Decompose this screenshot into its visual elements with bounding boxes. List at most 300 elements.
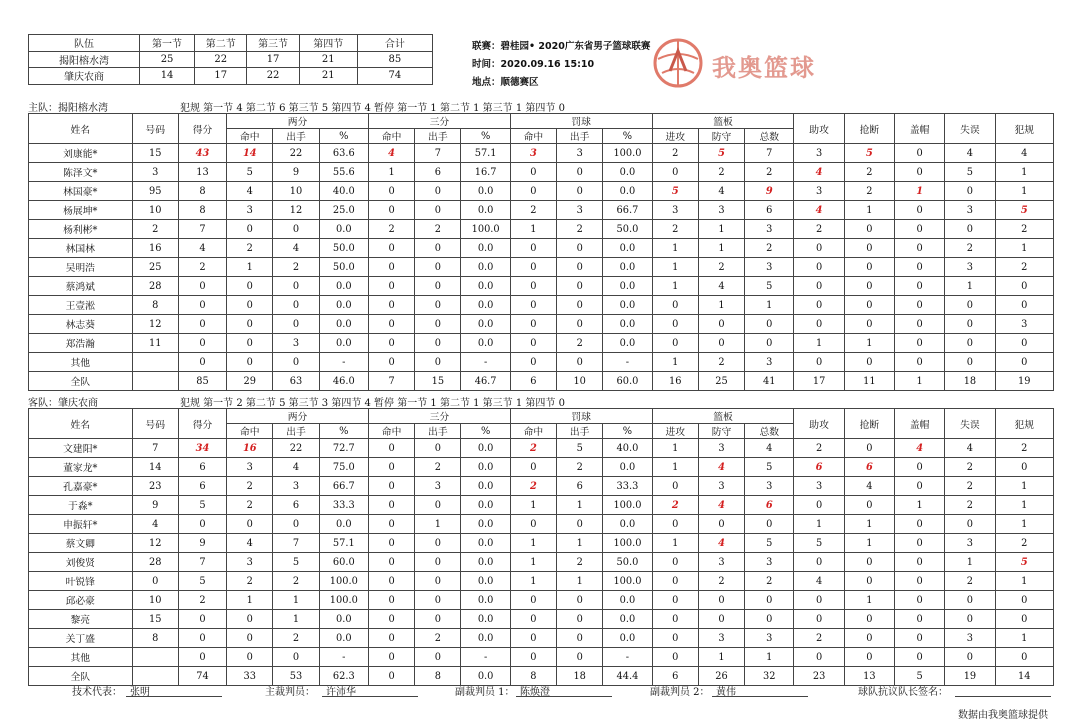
- stat-cell: 1: [745, 648, 794, 667]
- summary-row: [29, 51, 433, 68]
- stat-cell: 4: [178, 239, 226, 258]
- header-ast: 助攻: [794, 409, 844, 439]
- stat-cell: 1: [510, 220, 556, 239]
- summary-row: [29, 68, 433, 85]
- stat-cell: 1: [273, 610, 319, 629]
- stat-cell: [132, 648, 178, 667]
- stat-cell: 0: [945, 610, 995, 629]
- stat-cell: 0: [557, 239, 603, 258]
- stat-cell: 0: [510, 258, 556, 277]
- referee-name: 许沛华: [326, 687, 356, 698]
- stat-cell: 0: [557, 515, 603, 534]
- stat-cell: 0: [652, 296, 698, 315]
- stat-cell: 0: [895, 239, 945, 258]
- stat-cell: 0: [794, 277, 844, 296]
- stat-cell: 33: [227, 667, 273, 686]
- subheader-att: 出手: [273, 129, 319, 144]
- header-points: 得分: [178, 409, 226, 439]
- stat-cell: 0.0: [603, 296, 652, 315]
- stat-cell: 0: [368, 629, 414, 648]
- stat-cell: 9: [273, 163, 319, 182]
- subheader-def: 防守: [698, 129, 744, 144]
- stat-cell: 0: [273, 515, 319, 534]
- stat-cell: 2: [945, 477, 995, 496]
- stat-cell: 10: [557, 372, 603, 391]
- stat-cell: 0: [895, 553, 945, 572]
- stat-cell: 0: [368, 258, 414, 277]
- player-row: [29, 163, 1054, 182]
- stat-cell: 6: [178, 477, 226, 496]
- stat-cell: 0.0: [461, 277, 510, 296]
- stat-cell: 1: [698, 648, 744, 667]
- stat-cell: 5: [273, 553, 319, 572]
- stat-cell: 7: [415, 144, 461, 163]
- stat-cell: 7: [178, 553, 226, 572]
- stat-cell: 0: [698, 591, 744, 610]
- stat-cell: 0: [510, 163, 556, 182]
- stat-cell: 23: [132, 477, 178, 496]
- stat-cell: 13: [844, 667, 894, 686]
- stat-cell: 0.0: [319, 334, 368, 353]
- stat-cell: 1: [794, 515, 844, 534]
- stat-cell: 0.0: [319, 315, 368, 334]
- stat-cell: 0: [415, 353, 461, 372]
- stat-cell: 5: [178, 572, 226, 591]
- referee-line: [322, 696, 418, 697]
- stat-cell: 0: [652, 629, 698, 648]
- stat-cell: 3: [745, 477, 794, 496]
- stat-cell: 0: [698, 515, 744, 534]
- stat-cell: 53: [273, 667, 319, 686]
- stat-cell: 0: [895, 296, 945, 315]
- stat-cell: 4: [227, 182, 273, 201]
- stat-cell: 1: [698, 296, 744, 315]
- stat-cell: 14: [132, 458, 178, 477]
- stat-cell: 15: [415, 372, 461, 391]
- summary-header-cell: 第二节: [195, 35, 247, 52]
- summary-cell: 17: [195, 68, 247, 85]
- stat-cell: 0: [745, 334, 794, 353]
- stat-cell: 16.7: [461, 163, 510, 182]
- basketball-logo-icon: [652, 37, 704, 89]
- summary-cell: 肇庆农商: [29, 68, 140, 85]
- stat-cell: 1: [227, 591, 273, 610]
- subheader-att: 出手: [415, 129, 461, 144]
- header-stl: 抢断: [844, 409, 894, 439]
- stat-cell: 0.0: [461, 667, 510, 686]
- stat-cell: 2: [745, 239, 794, 258]
- stat-cell: 0: [794, 553, 844, 572]
- stat-cell: 0: [652, 477, 698, 496]
- stat-cell: 33.3: [319, 496, 368, 515]
- stat-cell: 1: [844, 591, 894, 610]
- header-name: 姓名: [29, 114, 133, 144]
- stat-cell: 0: [178, 296, 226, 315]
- summary-header-cell: 第一节: [139, 35, 194, 52]
- stat-cell: 0: [510, 591, 556, 610]
- stat-cell: 66.7: [603, 201, 652, 220]
- stat-cell: 2: [273, 629, 319, 648]
- stat-cell: 0: [368, 534, 414, 553]
- stat-cell: 2: [844, 182, 894, 201]
- stat-cell: 7: [368, 372, 414, 391]
- stat-cell: 4: [794, 163, 844, 182]
- subheader-off: 进攻: [652, 129, 698, 144]
- stat-cell: 16: [132, 239, 178, 258]
- stat-cell: 5: [178, 496, 226, 515]
- stat-cell: 34: [178, 439, 226, 458]
- stat-cell: 0.0: [461, 258, 510, 277]
- stat-cell: 5: [745, 534, 794, 553]
- stat-cell: 0: [895, 334, 945, 353]
- stat-cell: 3: [227, 458, 273, 477]
- stat-cell: 3: [945, 258, 995, 277]
- stat-cell: 0.0: [319, 515, 368, 534]
- stat-cell: 3: [415, 477, 461, 496]
- stat-cell: 1: [652, 277, 698, 296]
- stat-cell: 7: [178, 220, 226, 239]
- stat-cell: 0: [368, 591, 414, 610]
- stat-cell: 25.0: [319, 201, 368, 220]
- stat-cell: 2: [652, 220, 698, 239]
- stat-cell: 2: [844, 163, 894, 182]
- player-row: [29, 572, 1054, 591]
- stat-cell: 2: [178, 591, 226, 610]
- header-two-pointers: 两分: [227, 409, 369, 424]
- player-name: 蔡文卿: [29, 534, 133, 553]
- summary-cell: 22: [195, 51, 247, 68]
- player-row: [29, 277, 1054, 296]
- stat-cell: 4: [995, 144, 1053, 163]
- stat-cell: 1: [652, 439, 698, 458]
- stat-cell: 8: [510, 667, 556, 686]
- stat-cell: 3: [132, 163, 178, 182]
- stat-cell: 0: [652, 163, 698, 182]
- stat-cell: 0: [178, 515, 226, 534]
- header-name: 姓名: [29, 409, 133, 439]
- player-name: 陈泽文*: [29, 163, 133, 182]
- stat-cell: 1: [652, 353, 698, 372]
- stat-cell: 29: [227, 372, 273, 391]
- stat-cell: 4: [794, 572, 844, 591]
- stat-cell: 4: [745, 439, 794, 458]
- stat-cell: 1: [995, 477, 1053, 496]
- stat-cell: 0: [415, 277, 461, 296]
- stat-cell: 0: [510, 296, 556, 315]
- stat-cell: 0: [995, 353, 1053, 372]
- stat-cell: 2: [227, 572, 273, 591]
- stat-cell: 0: [178, 315, 226, 334]
- stat-cell: 0: [557, 591, 603, 610]
- stat-cell: 3: [698, 553, 744, 572]
- stat-cell: 0: [557, 629, 603, 648]
- stat-cell: 0.0: [461, 515, 510, 534]
- brand-name: 我奥篮球: [712, 54, 816, 82]
- stat-cell: 0: [794, 296, 844, 315]
- stat-cell: 8: [132, 296, 178, 315]
- summary-header-cell: 队伍: [29, 35, 140, 52]
- home-team-line: [28, 99, 565, 114]
- stat-cell: 50.0: [603, 553, 652, 572]
- stat-cell: 5: [652, 182, 698, 201]
- stat-cell: 2: [745, 572, 794, 591]
- stat-cell: 0: [510, 629, 556, 648]
- stat-cell: 2: [178, 258, 226, 277]
- stat-cell: 0: [227, 296, 273, 315]
- stat-cell: 0: [698, 334, 744, 353]
- stat-cell: 8: [415, 667, 461, 686]
- stat-cell: 0: [178, 610, 226, 629]
- stat-cell: 2: [415, 458, 461, 477]
- stat-cell: 1: [844, 515, 894, 534]
- stat-cell: 0.0: [461, 553, 510, 572]
- stat-cell: 0: [895, 515, 945, 534]
- player-name: 其他: [29, 353, 133, 372]
- stat-cell: 0: [368, 515, 414, 534]
- stat-cell: 1: [844, 201, 894, 220]
- stat-cell: 1: [557, 572, 603, 591]
- stat-cell: 60.0: [319, 553, 368, 572]
- player-row: [29, 315, 1054, 334]
- stat-cell: 0.0: [603, 239, 652, 258]
- stat-cell: 0: [510, 458, 556, 477]
- stat-cell: 0: [415, 610, 461, 629]
- stat-cell: 0: [995, 334, 1053, 353]
- stat-cell: 0: [844, 648, 894, 667]
- team-total-row: [29, 372, 1054, 391]
- stat-cell: 0: [557, 163, 603, 182]
- stat-cell: 3: [794, 182, 844, 201]
- stat-cell: 0: [227, 277, 273, 296]
- stat-cell: -: [319, 353, 368, 372]
- stat-cell: 0: [415, 553, 461, 572]
- stat-cell: 4: [945, 439, 995, 458]
- stat-cell: 1: [844, 334, 894, 353]
- header-to: 失误: [945, 409, 995, 439]
- stat-cell: 15: [132, 144, 178, 163]
- stat-cell: 41: [745, 372, 794, 391]
- player-name: 林国林: [29, 239, 133, 258]
- stat-cell: 1: [652, 458, 698, 477]
- stat-cell: 100.0: [603, 534, 652, 553]
- stat-cell: 1: [995, 496, 1053, 515]
- stat-cell: 8: [132, 629, 178, 648]
- stat-cell: 2: [227, 239, 273, 258]
- stat-cell: 3: [945, 534, 995, 553]
- umpire2-line: [712, 696, 808, 697]
- summary-cell: 揭阳榕水湾: [29, 51, 140, 68]
- protest-label: 球队抗议队长签名：: [858, 687, 948, 698]
- stat-cell: 0: [510, 239, 556, 258]
- summary-header-cell: 第四节: [299, 35, 357, 52]
- stat-cell: 0.0: [461, 534, 510, 553]
- away-stats-table: [28, 408, 1054, 686]
- stat-cell: -: [603, 353, 652, 372]
- stat-cell: 0: [844, 553, 894, 572]
- stat-cell: 0.0: [461, 477, 510, 496]
- stat-cell: 4: [698, 496, 744, 515]
- stat-cell: 0.0: [461, 591, 510, 610]
- stat-cell: 3: [745, 629, 794, 648]
- stat-cell: 1: [844, 534, 894, 553]
- stat-cell: 60.0: [603, 372, 652, 391]
- stat-cell: 0.0: [461, 629, 510, 648]
- stat-cell: 2: [698, 572, 744, 591]
- stat-cell: 100.0: [603, 572, 652, 591]
- stat-cell: 2: [510, 201, 556, 220]
- subheader-off: 进攻: [652, 424, 698, 439]
- stat-cell: 0: [178, 277, 226, 296]
- stat-cell: 74: [178, 667, 226, 686]
- stat-cell: 0.0: [461, 572, 510, 591]
- player-name: 文建阳*: [29, 439, 133, 458]
- stat-cell: 1: [945, 553, 995, 572]
- player-name: 申振轩*: [29, 515, 133, 534]
- stat-cell: 0: [227, 515, 273, 534]
- stat-cell: 0: [227, 648, 273, 667]
- stat-cell: 3: [745, 258, 794, 277]
- stat-cell: 2: [273, 258, 319, 277]
- stat-cell: 6: [415, 163, 461, 182]
- stat-cell: 5: [745, 458, 794, 477]
- stat-cell: 0: [273, 296, 319, 315]
- summary-cell: 21: [299, 51, 357, 68]
- stat-cell: 5: [895, 667, 945, 686]
- home-team-label: 主队：揭阳榕水湾: [28, 103, 108, 114]
- stat-cell: 1: [945, 277, 995, 296]
- stat-cell: 0: [794, 591, 844, 610]
- stat-cell: 0: [510, 277, 556, 296]
- stat-cell: 100.0: [461, 220, 510, 239]
- stat-cell: 3: [794, 144, 844, 163]
- stat-cell: 50.0: [319, 239, 368, 258]
- stat-cell: 100.0: [319, 572, 368, 591]
- stat-cell: 2: [273, 572, 319, 591]
- stat-cell: 0: [227, 610, 273, 629]
- subheader-pct: %: [319, 424, 368, 439]
- stat-cell: 55.6: [319, 163, 368, 182]
- stat-cell: 0: [794, 239, 844, 258]
- stat-cell: 2: [557, 553, 603, 572]
- stat-cell: 3: [510, 144, 556, 163]
- subheader-pct: %: [461, 424, 510, 439]
- stat-cell: 0: [557, 610, 603, 629]
- summary-cell: 25: [139, 51, 194, 68]
- stat-cell: 1: [698, 239, 744, 258]
- stat-cell: 0: [995, 296, 1053, 315]
- stat-cell: 85: [178, 372, 226, 391]
- stat-cell: 2: [995, 439, 1053, 458]
- stat-cell: 25: [132, 258, 178, 277]
- stat-cell: 1: [510, 553, 556, 572]
- stat-cell: 0: [652, 515, 698, 534]
- stat-cell: 33.3: [603, 477, 652, 496]
- subheader-pct: %: [461, 129, 510, 144]
- stat-cell: 4: [698, 534, 744, 553]
- stat-cell: 2: [945, 572, 995, 591]
- stat-cell: 5: [945, 163, 995, 182]
- subheader-pct: %: [603, 129, 652, 144]
- subheader-def: 防守: [698, 424, 744, 439]
- stat-cell: 0: [415, 239, 461, 258]
- stat-cell: 0: [415, 182, 461, 201]
- stat-cell: 0: [652, 572, 698, 591]
- stat-cell: 0: [273, 315, 319, 334]
- subheader-pct: %: [603, 424, 652, 439]
- stat-cell: 0: [844, 258, 894, 277]
- stat-cell: 12: [132, 534, 178, 553]
- stat-cell: 0: [368, 277, 414, 296]
- stat-cell: 7: [132, 439, 178, 458]
- stat-cell: 0: [557, 353, 603, 372]
- player-name: 孔嘉豪*: [29, 477, 133, 496]
- stat-cell: 0: [895, 610, 945, 629]
- player-row: [29, 353, 1054, 372]
- stat-cell: 11: [132, 334, 178, 353]
- subheader-att: 出手: [415, 424, 461, 439]
- stat-cell: 0: [178, 648, 226, 667]
- player-name: 王壹淞: [29, 296, 133, 315]
- stat-cell: 2: [415, 220, 461, 239]
- stat-cell: 0: [652, 648, 698, 667]
- umpire1-line: [516, 696, 612, 697]
- stat-cell: 3: [557, 144, 603, 163]
- player-name: 吴明浩: [29, 258, 133, 277]
- stat-cell: 40.0: [603, 439, 652, 458]
- stat-cell: 0: [368, 667, 414, 686]
- stat-cell: 0: [945, 315, 995, 334]
- stat-cell: 3: [945, 201, 995, 220]
- stat-cell: 14: [995, 667, 1053, 686]
- stat-cell: 0: [745, 315, 794, 334]
- summary-header-cell: 合计: [357, 35, 432, 52]
- stat-cell: 18: [945, 372, 995, 391]
- player-name: 刘俊贤: [29, 553, 133, 572]
- data-credit: 数据由我奥篮球提供: [958, 710, 1048, 721]
- league-info: 联赛：碧桂园• 2020广东省男子篮球联赛: [472, 41, 651, 52]
- stat-cell: 75.0: [319, 458, 368, 477]
- stat-cell: 16: [652, 372, 698, 391]
- stat-cell: 1: [652, 534, 698, 553]
- stat-cell: 0: [178, 334, 226, 353]
- stat-cell: 3: [698, 477, 744, 496]
- stat-cell: 0: [895, 572, 945, 591]
- match-time: 时间：2020.09.16 15:10: [472, 59, 595, 70]
- stat-cell: 2: [510, 477, 556, 496]
- stat-cell: 4: [698, 182, 744, 201]
- stat-cell: 0.0: [603, 277, 652, 296]
- stat-cell: 3: [698, 629, 744, 648]
- stat-cell: 0: [844, 353, 894, 372]
- stat-cell: 0: [368, 439, 414, 458]
- stat-cell: 2: [995, 258, 1053, 277]
- stat-cell: 0: [368, 477, 414, 496]
- stat-cell: 63: [273, 372, 319, 391]
- player-name: 其他: [29, 648, 133, 667]
- stat-cell: 5: [794, 534, 844, 553]
- header-rebounds: 篮板: [652, 409, 794, 424]
- stat-cell: 2: [698, 258, 744, 277]
- header-pf: 犯规: [995, 409, 1053, 439]
- stat-cell: 2: [510, 439, 556, 458]
- stat-cell: 2: [557, 458, 603, 477]
- stat-cell: 0: [895, 477, 945, 496]
- stat-cell: -: [603, 648, 652, 667]
- stat-cell: 5: [995, 201, 1053, 220]
- stat-cell: 0.0: [461, 496, 510, 515]
- stat-cell: 0: [415, 334, 461, 353]
- stat-cell: [132, 372, 178, 391]
